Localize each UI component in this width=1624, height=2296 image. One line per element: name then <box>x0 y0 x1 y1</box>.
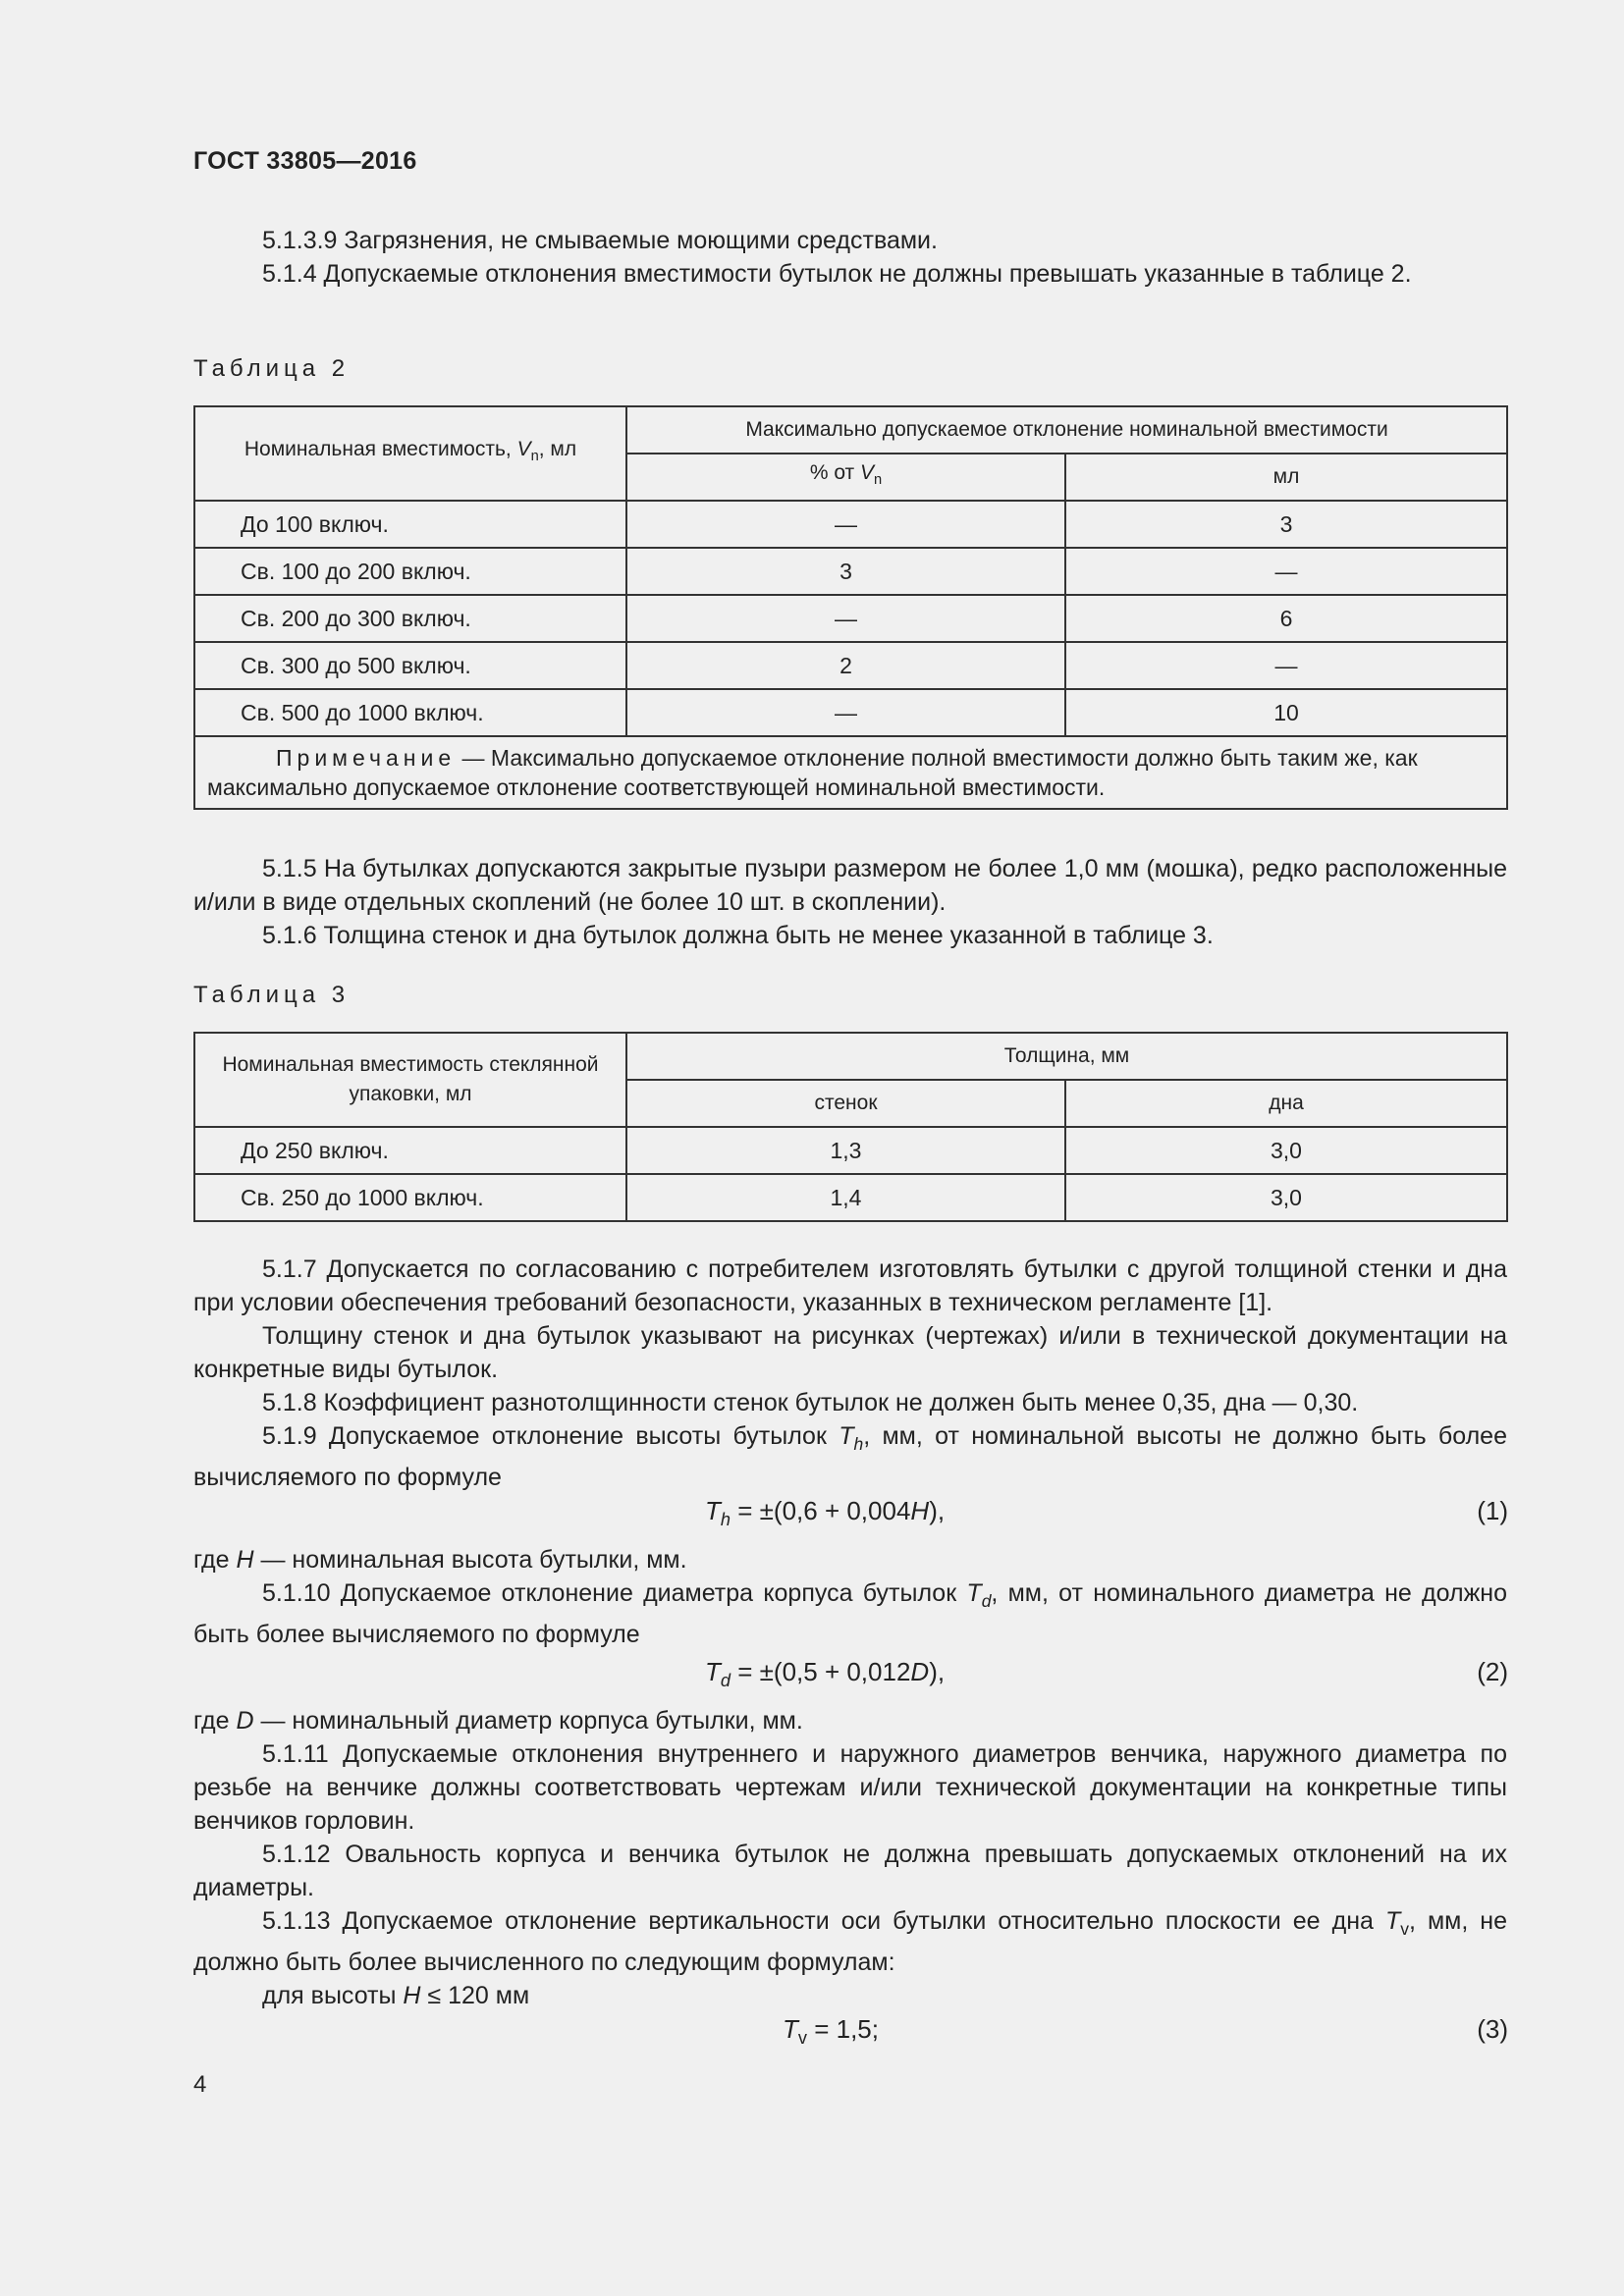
paragraph: 5.1.5 На бутылках допускаются закрытые пузыри размером не более 1,0 мм (мошка), редко расположенные и/или в виде отдельных скоплений (не более 10 шт. в скоплении). <box>193 855 1507 916</box>
table-row: Св. 100 до 200 включ. 3 — <box>194 548 1507 595</box>
document-header: ГОСТ 33805—2016 <box>193 147 417 175</box>
paragraph: 5.1.6 Толщина стенок и дна бутылок должна быть не менее указанной в таблице 3. <box>262 922 1214 949</box>
paragraph: 5.1.4 Допускаемые отклонения вместимости бутылок не должны превышать указанные в таблице 2. <box>262 260 1412 288</box>
table-row: Св. 300 до 500 включ. 2 — <box>194 642 1507 689</box>
table-row: Св. 250 до 1000 включ. 1,4 3,0 <box>194 1174 1507 1221</box>
paragraph: 5.1.12 Овальность корпуса и венчика бутылок не должна превышать допускаемых отклонений на их диаметры. <box>193 1841 1507 1901</box>
paragraph: 5.1.11 Допускаемые отклонения внутреннего и наружного диаметров венчика, наружного диаметра по резьбе на венчике должны соответствовать чертежам и/или технической документации на конкретные типы венчиков горловин. <box>193 1740 1507 1835</box>
table-2-note: Примечание — Максимально допускаемое отклонение полной вместимости должно быть таким же, как максимально допускаемое отклонение соответствующей номинальной вместимости. <box>194 736 1507 809</box>
table-3-header-walls: стенок <box>626 1080 1065 1127</box>
section-5-1-5 <box>193 852 1507 952</box>
table-row: Св. 500 до 1000 включ. — 10 <box>194 689 1507 736</box>
formula-2: $T_d = \pm(0,5 + 0,012D)$, <box>705 1657 946 1691</box>
section-5-1-3-9 <box>193 224 1507 291</box>
table-3-caption: Таблица 3 <box>193 982 351 1008</box>
paragraph: 5.1.3.9 Загрязнения, не смываемые моющими средствами. <box>262 227 938 254</box>
table-3-header-capacity: Номинальная вместимость стеклянной упаковки, мл <box>194 1033 626 1127</box>
page-number: 4 <box>193 2071 207 2098</box>
table-3 <box>193 1032 1508 1222</box>
table-row: До 250 включ. 1,3 3,0 <box>194 1127 1507 1174</box>
paragraph: 5.1.13 Допускаемое отклонение вертикальности оси бутылки относительно плоскости ее дна $T_v$, мм, не должно быть более вычисленного по следующим формулам: <box>193 1907 1507 1976</box>
paragraph: 5.1.10 Допускаемое отклонение диаметра корпуса бутылок $T_d$, мм, от номинального диаметра не должно быть более вычисляемого по формуле <box>193 1579 1507 1648</box>
formula-2-number: (2) <box>1477 1657 1508 1686</box>
table-2-header-deviation: Максимально допускаемое отклонение номинальной вместимости <box>626 406 1507 454</box>
table-2-header-ml: мл <box>1065 454 1507 501</box>
paragraph: для высоты H ≤ 120 мм <box>262 1982 530 2009</box>
paragraph: 5.1.9 Допускаемое отклонение высоты бутылок $T_h$, мм, от номинальной высоты не должно быть более вычисляемого по формуле <box>193 1422 1507 1491</box>
section-5-1-10 <box>193 1543 1507 1651</box>
section-5-1-7 <box>193 1253 1507 1494</box>
table-3-header-bottom: дна <box>1065 1080 1507 1127</box>
formula-3: $T_v = 1,5$; <box>783 2014 879 2049</box>
table-2-header-percent: % от $V_n$ <box>626 454 1065 501</box>
table-row: Св. 200 до 300 включ. — 6 <box>194 595 1507 642</box>
formula-1-number: (1) <box>1477 1496 1508 1525</box>
table-2-header-capacity: Номинальная вместимость, $V_n$, мл <box>194 406 626 501</box>
paragraph: 5.1.8 Коэффициент разнотолщинности стенок бутылок не должен быть менее 0,35, дна — 0,30. <box>262 1389 1359 1416</box>
formula-3-number: (3) <box>1477 2014 1508 2044</box>
table-2-caption: Таблица 2 <box>193 355 351 382</box>
section-5-1-11 <box>193 1704 1507 2012</box>
formula-1: $T_h = \pm(0,6 + 0,004H)$, <box>705 1496 946 1530</box>
table-2 <box>193 405 1508 810</box>
paragraph: Толщину стенок и дна бутылок указывают на рисунках (чертежах) и/или в технической документации на конкретные виды бутылок. <box>193 1322 1507 1383</box>
paragraph: где H — номинальная высота бутылки, мм. <box>193 1546 687 1574</box>
paragraph: 5.1.7 Допускается по согласованию с потребителем изготовлять бутылки с другой толщиной стенки и дна при условии обеспечения требований безопасности, указанных в техническом регламенте [1]. <box>193 1255 1507 1316</box>
paragraph: где D — номинальный диаметр корпуса бутылки, мм. <box>193 1707 803 1735</box>
table-3-header-thickness: Толщина, мм <box>626 1033 1507 1080</box>
table-row: До 100 включ. — 3 <box>194 501 1507 548</box>
